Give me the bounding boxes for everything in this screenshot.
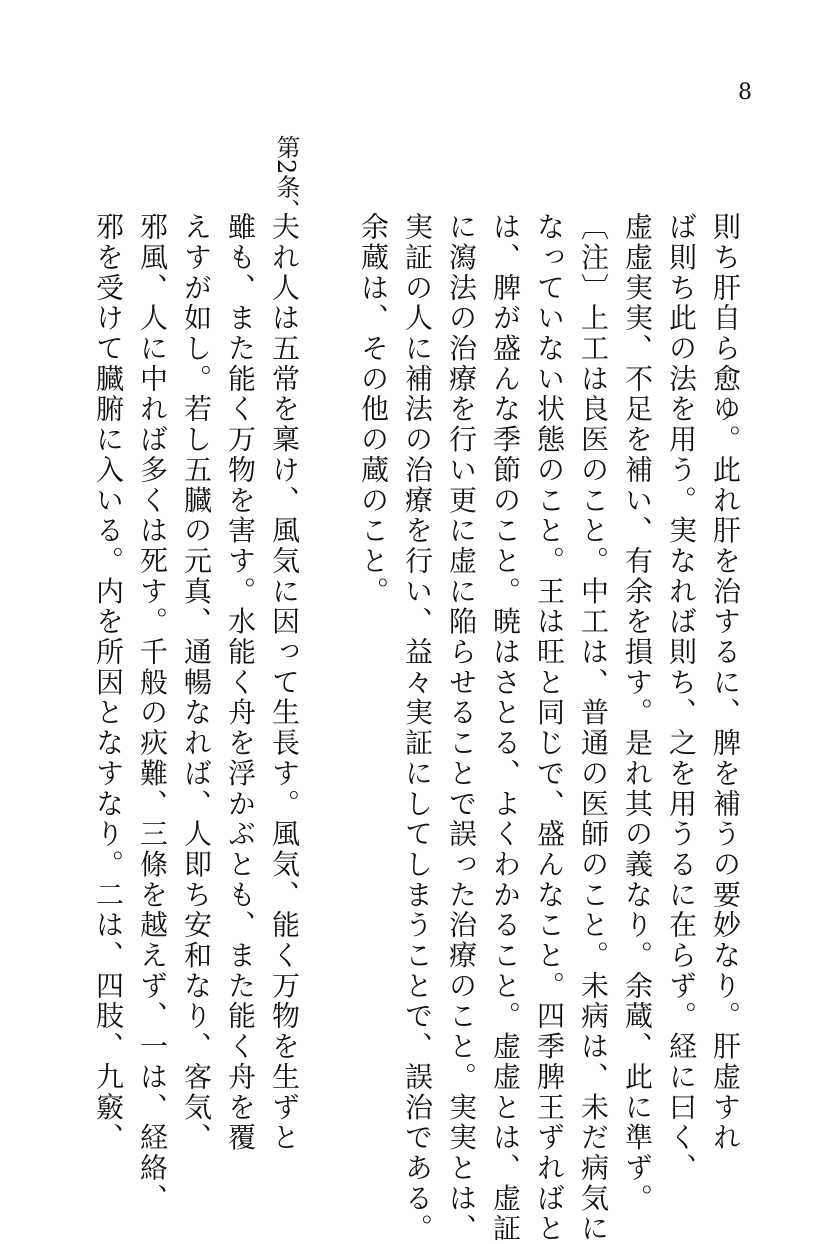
text-column: ば則ち此の法を用う。実なれば則ち、之を用うるに在らず。経に曰く、 [665,212,698,1184]
note-column: なっていない状態のこと。王は旺と同じで、盛んなこと。四季脾王ずればと [533,212,566,1244]
text-column: 則ち肝自ら愈ゆ。此れ肝を治するに、脾を補うの要妙なり。肝虚すれ [709,212,742,1153]
note-column: に瀉法の治療を行い更に虚に陥らせることで誤った治療のこと。実実とは、 [445,212,478,1244]
note-column: 余蔵は、その他の蔵のこと。 [357,212,390,607]
note-column: は、脾が盛んな季節のこと。暁はさとる、よくわかること。虚虚とは、虚証 [489,212,522,1244]
text-column: 邪風、人に中れば多くは死す。千般の疢難、三條を越えず、一は、経絡、 [136,212,169,1214]
text-column: 虚虚実実、不足を補い、有余を損す。是れ其の義なり。余蔵、此に準ず。 [621,212,654,1214]
text-column: 雖も、また能く万物を害す。水能く舟を浮かぶとも、また能く舟を覆 [224,212,257,1153]
note-column: 〔注〕上工は良医のこと。中工は、普通の医師のこと。未病は、未だ病気に [577,212,610,1244]
text-column: 夫れ人は五常を稟け、風気に因って生長す。風気、能く万物を生ずと [268,212,301,1153]
page-number: 8 [738,80,752,105]
section-heading: 第2条、 [272,135,300,223]
text-column: えすが如し。若し五臓の元真、通暢なれば、人即ち安和なり、客気、 [180,212,213,1153]
note-column: 実証の人に補法の治療を行い、益々実証にしてしまうことで、誤治である。 [401,212,434,1244]
text-column: 邪を受けて臓腑に入いる。内を所因となすなり。二は、四肢、九竅、 [92,212,125,1153]
